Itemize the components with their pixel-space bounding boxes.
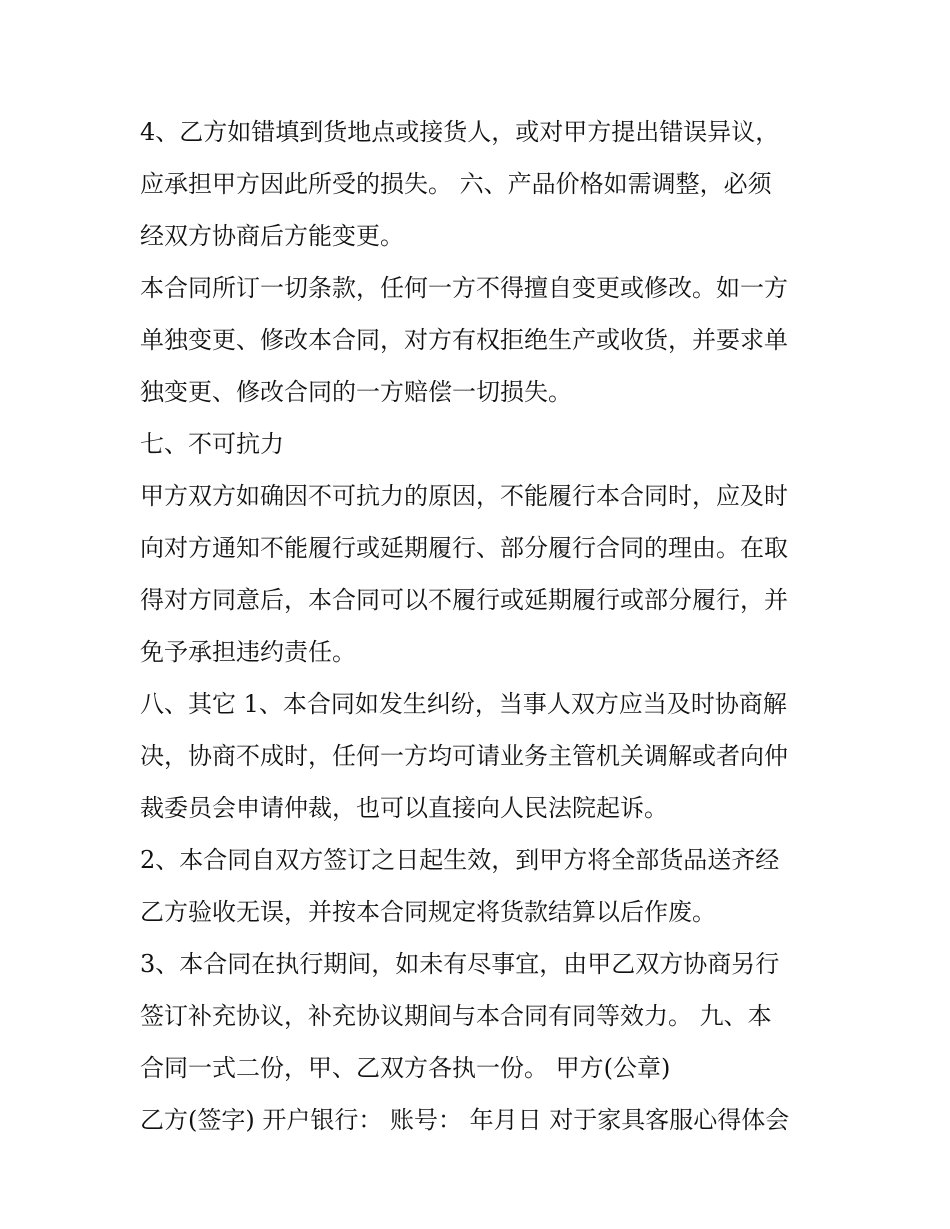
text-line: 本合同所订一切条款，任何一方不得擅自变更或修改。如一方 [140,274,788,302]
text-line: 3、本合同在执行期间，如未有尽事宜，由甲乙双方协商另行 [140,950,780,978]
text-line: 向对方通知不能履行或延期履行、部分履行合同的理由。在取 [140,534,788,562]
text-line: 决，协商不成时，任何一方均可请业务主管机关调解或者向仲 [140,742,788,770]
text-line: 裁委员会申请仲裁，也可以直接向人民法院起诉。 [140,794,668,822]
text-line: 乙方(签字) 开户银行： 账号： 年月日 对于家具客服心得体会 [140,1106,790,1134]
text-line: 八、其它 1、本合同如发生纠纷，当事人双方应当及时协商解 [140,690,787,718]
text-line: 签订补充协议，补充协议期间与本合同有同等效力。 九、本 [140,1002,772,1030]
section-heading: 七、不可抗力 [140,430,284,458]
text-line: 单独变更、修改本合同，对方有权拒绝生产或收货，并要求单 [140,326,788,354]
text-line: 经双方协商后方能变更。 [140,222,404,250]
document-body [140,106,820,1146]
text-line: 免予承担违约责任。 [140,638,356,666]
text-line: 甲方双方如确因不可抗力的原因，不能履行本合同时，应及时 [140,482,788,510]
text-line: 乙方验收无误，并按本合同规定将货款结算以后作废。 [140,898,716,926]
text-line: 4、乙方如错填到货地点或接货人，或对甲方提出错误异议， [140,118,780,146]
text-line: 2、本合同自双方签订之日起生效，到甲方将全部货品送齐经 [140,846,780,874]
text-line: 合同一式二份，甲、乙双方各执一份。 甲方(公章) [140,1054,671,1082]
text-line: 独变更、修改合同的一方赔偿一切损失。 [140,378,572,406]
text-line: 得对方同意后，本合同可以不履行或延期履行或部分履行，并 [140,586,788,614]
text-line: 应承担甲方因此所受的损失。 六、产品价格如需调整，必须 [140,170,772,198]
